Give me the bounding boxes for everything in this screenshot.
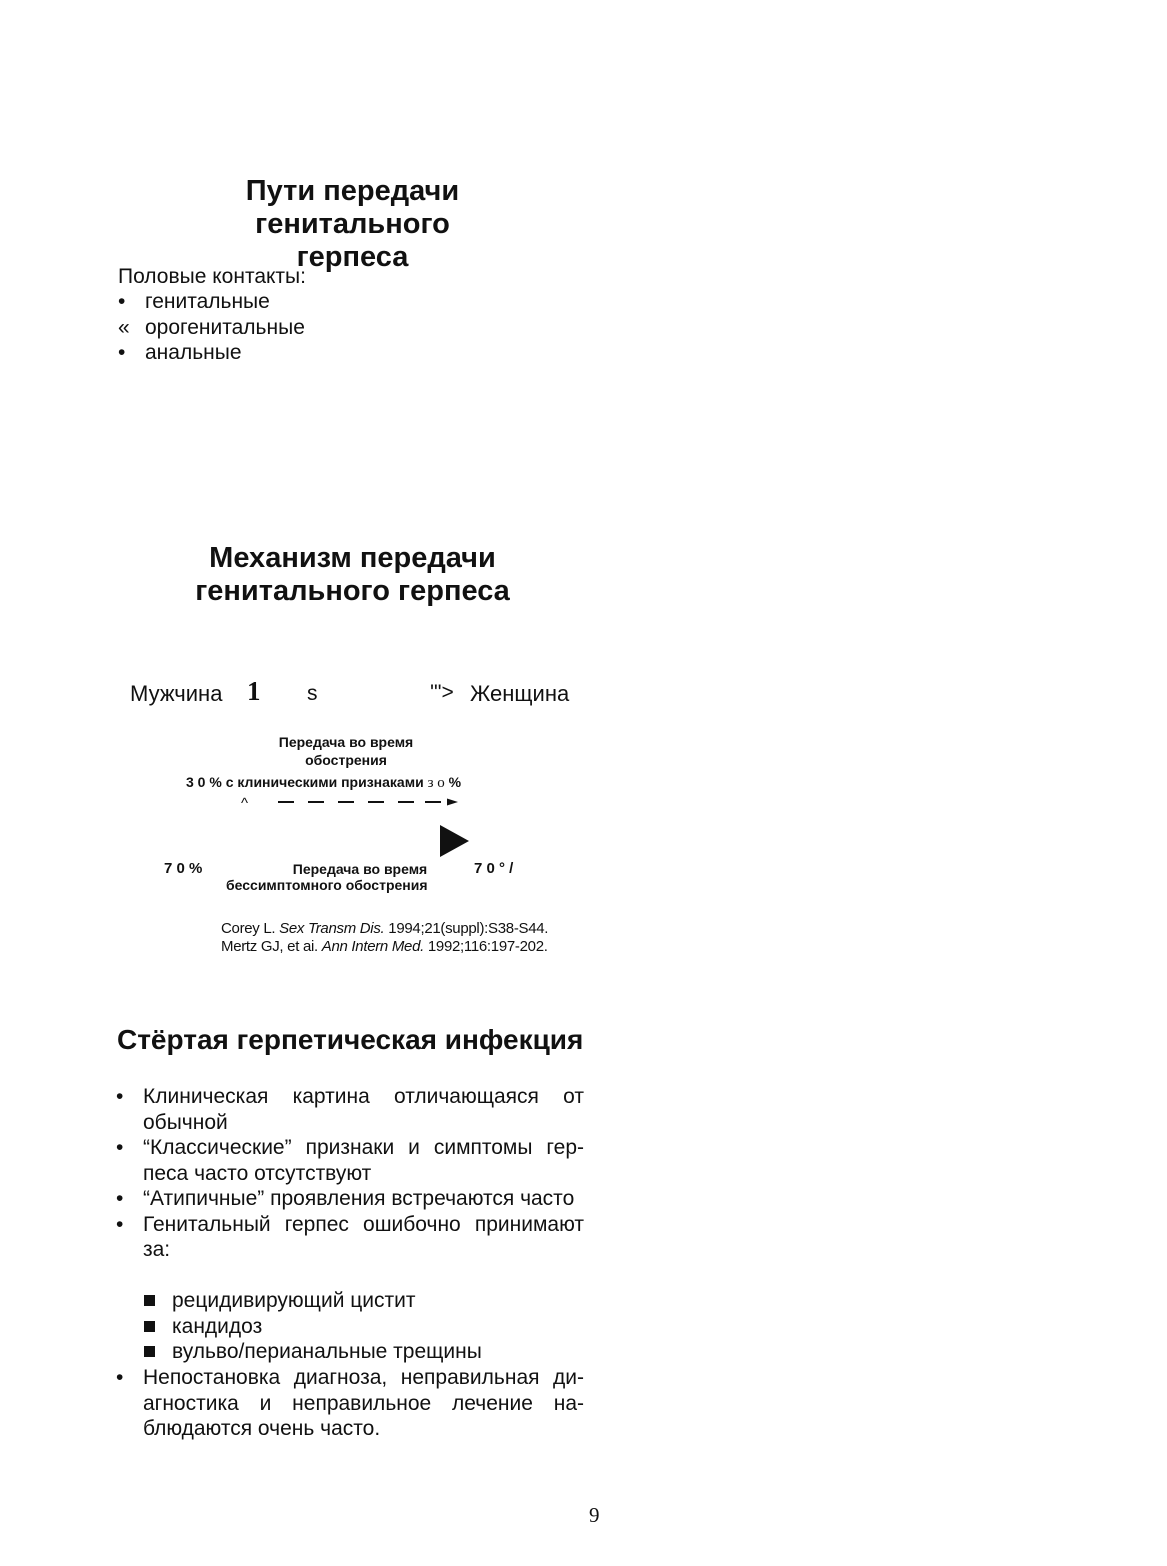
- bullet-marker: •: [116, 1085, 124, 1108]
- top-caption-clinical: с клиническими признаками: [225, 774, 424, 790]
- top-caption: Передача во время обострения: [278, 734, 414, 768]
- list-item: • Непостановка диагноза, неправильная ди-агностика и неправильное лечение на-блюдаются очень часто.: [116, 1366, 584, 1440]
- letter-s: s: [307, 682, 318, 705]
- bottom-caption-line2: бессимптомного обострения: [226, 877, 428, 893]
- section3-title: Стёртая герпетическая инфекция: [117, 1024, 584, 1055]
- sub-list-item: вульво/перианальные трещины: [142, 1339, 582, 1365]
- dashed-arrow: [275, 796, 465, 808]
- bullet-marker: «: [118, 315, 130, 339]
- reference-item: Corey L. Sex Transm Dis. 1994;21(suppl):S38-S44.: [221, 920, 549, 937]
- section1-list: [118, 289, 518, 366]
- bullet-marker: •: [116, 1136, 124, 1159]
- page-number: 9: [589, 1503, 600, 1527]
- list-item: « орогенитальные: [118, 315, 305, 339]
- list-item: • анальные: [118, 341, 242, 364]
- male-label: Мужчина: [130, 681, 223, 706]
- top-percent-row: [186, 773, 461, 792]
- references: [221, 920, 548, 956]
- square-bullet-icon: [144, 1295, 155, 1306]
- right-percent-bottom: 7 0 ° /: [474, 860, 514, 877]
- list-item: • “Атипичные” проявления встречаются часто: [116, 1187, 575, 1210]
- section2-title: [195, 542, 510, 608]
- sub-list-item: рецидивирующий цистит: [142, 1288, 582, 1314]
- section2-title-line2: генитального герпеса: [195, 575, 510, 607]
- female-label: Женщина: [470, 681, 570, 706]
- section1-title: [200, 175, 505, 274]
- section3-list-end: [116, 1365, 584, 1442]
- bullet-marker: •: [116, 1366, 124, 1389]
- list-item: • генитальные: [118, 290, 270, 313]
- section2-title-line1: Механизм передачи: [209, 542, 496, 574]
- section3-list: [116, 1084, 584, 1263]
- left-percent-top: 3 0 %: [186, 774, 222, 790]
- arrow-glyph: '">: [430, 681, 454, 704]
- list-item: • Клиническая картина отличающаяся от обычной: [116, 1085, 584, 1134]
- right-percent-top-suffix: %: [448, 774, 462, 790]
- square-bullet-icon: [144, 1346, 155, 1357]
- bullet-marker: •: [116, 1212, 124, 1236]
- bullet-marker: •: [116, 1187, 124, 1210]
- section1-title-line2: генитального герпеса: [255, 208, 450, 273]
- solid-arrow-icon: [438, 823, 472, 859]
- sub-list-item: кандидоз: [142, 1314, 582, 1340]
- bullet-marker: •: [118, 341, 126, 364]
- section1-intro: Половые контакты:: [118, 265, 306, 288]
- left-percent-bottom: 7 0 %: [164, 860, 203, 877]
- bottom-caption: Передача во время: [292, 861, 428, 877]
- reference-item: Mertz GJ, et ai. Ann Intern Med. 1992;116:197-202.: [221, 938, 548, 955]
- caret-mark: ^: [241, 795, 249, 812]
- section3-sublist: [142, 1288, 582, 1365]
- bullet-marker: •: [118, 290, 126, 313]
- right-percent-top-prefix: з о: [427, 775, 445, 791]
- figure-number: 1: [247, 676, 261, 706]
- list-item: • Генитальный герпес ошибочно принимают за:: [116, 1212, 584, 1261]
- square-bullet-icon: [144, 1321, 155, 1332]
- section1-title-line1: Пути передачи: [245, 175, 460, 207]
- list-item: • “Классические” признаки и симптомы гер-песа часто отсутствуют: [116, 1136, 584, 1185]
